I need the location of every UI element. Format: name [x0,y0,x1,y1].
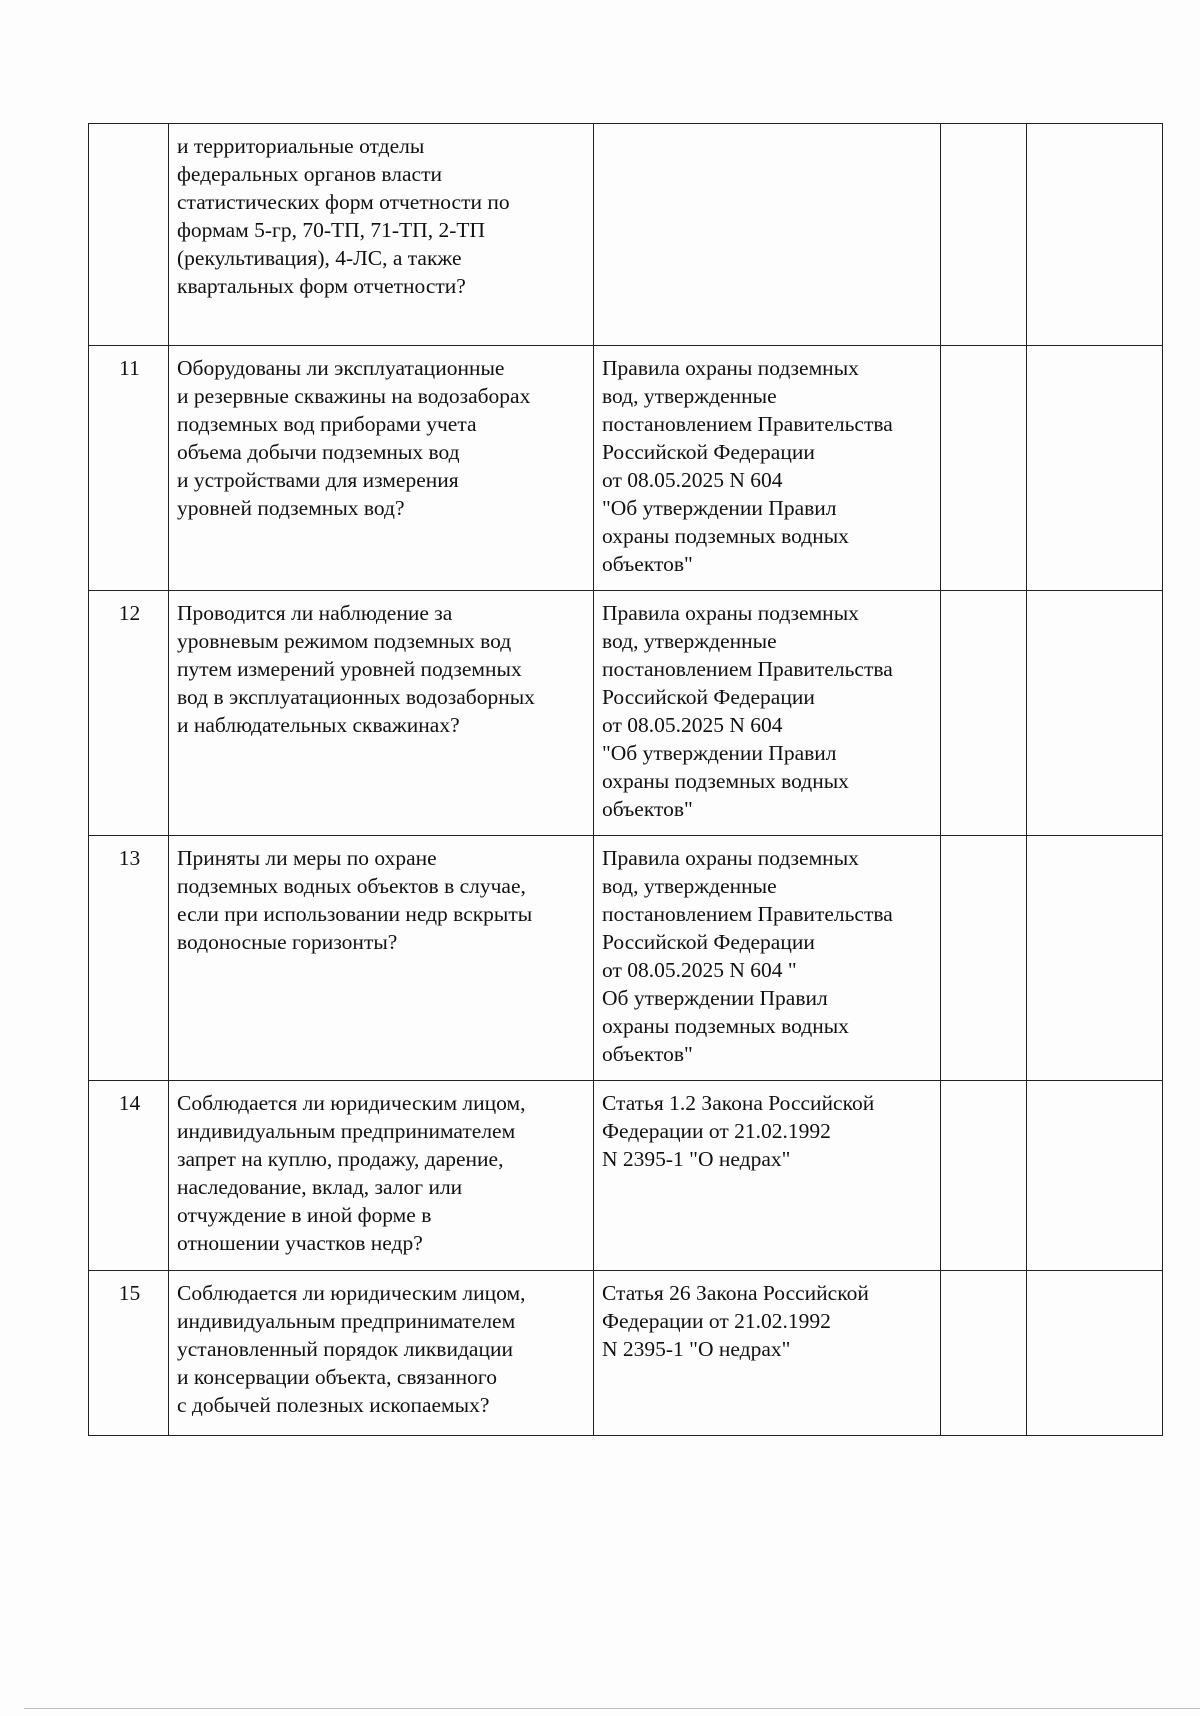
reference-cell [594,124,941,346]
note-cell [1027,591,1163,836]
note-cell [1027,1081,1163,1271]
reference-cell: Правила охраны подземных вод, утвержденные постановлением Правительства Российской Федерации от 08.05.2025 N 604 "Об утверждении Правил охраны подземных водных объектов" [594,346,941,591]
row-number: 11 [89,346,169,591]
question-cell: Приняты ли меры по охране подземных водных объектов в случае, если при использовании недр вскрыты водоносные горизонты? [169,836,594,1081]
answer-cell [941,346,1027,591]
reference-cell: Правила охраны подземных вод, утвержденные постановлением Правительства Российской Федерации от 08.05.2025 N 604 "Об утверждении Правил охраны подземных водных объектов" [594,591,941,836]
row-number: 13 [89,836,169,1081]
question-cell: Соблюдается ли юридическим лицом, индивидуальным предпринимателем запрет на куплю, продажу, дарение, наследование, вклад, залог или отчуждение в иной форме в отношении участков недр? [169,1081,594,1271]
table-row [89,346,1163,591]
table-row [89,836,1163,1081]
answer-cell [941,1081,1027,1271]
note-cell [1027,346,1163,591]
note-cell [1027,836,1163,1081]
reference-cell: Правила охраны подземных вод, утвержденные постановлением Правительства Российской Федерации от 08.05.2025 N 604 " Об утверждении Правил охраны подземных водных объектов" [594,836,941,1081]
note-cell [1027,124,1163,346]
question-cell: Соблюдается ли юридическим лицом, индивидуальным предпринимателем установленный порядок ликвидации и консервации объекта, связанного с добычей полезных ископаемых? [169,1271,594,1436]
question-cell: Проводится ли наблюдение за уровневым режимом подземных вод путем измерений уровней подземных вод в эксплуатационных водозаборных и наблюдательных скважинах? [169,591,594,836]
note-cell [1027,1271,1163,1436]
page-edge-line [24,1708,1200,1709]
checklist-table [88,123,1163,1436]
answer-cell [941,836,1027,1081]
answer-cell [941,591,1027,836]
reference-cell: Статья 26 Закона Российской Федерации от 21.02.1992 N 2395-1 "О недрах" [594,1271,941,1436]
table-row [89,1081,1163,1271]
row-number: 14 [89,1081,169,1271]
row-number: 12 [89,591,169,836]
row-number [89,124,169,346]
row-number: 15 [89,1271,169,1436]
table-row [89,124,1163,346]
question-cell: и территориальные отделы федеральных органов власти статистических форм отчетности по формам 5-гр, 70-ТП, 71-ТП, 2-ТП (рекультивация), 4-ЛС, а также квартальных форм отчетности? [169,124,594,346]
table-row [89,591,1163,836]
answer-cell [941,124,1027,346]
question-cell: Оборудованы ли эксплуатационные и резервные скважины на водозаборах подземных вод приборами учета объема добычи подземных вод и устройствами для измерения уровней подземных вод? [169,346,594,591]
reference-cell: Статья 1.2 Закона Российской Федерации от 21.02.1992 N 2395-1 "О недрах" [594,1081,941,1271]
answer-cell [941,1271,1027,1436]
table-row [89,1271,1163,1436]
